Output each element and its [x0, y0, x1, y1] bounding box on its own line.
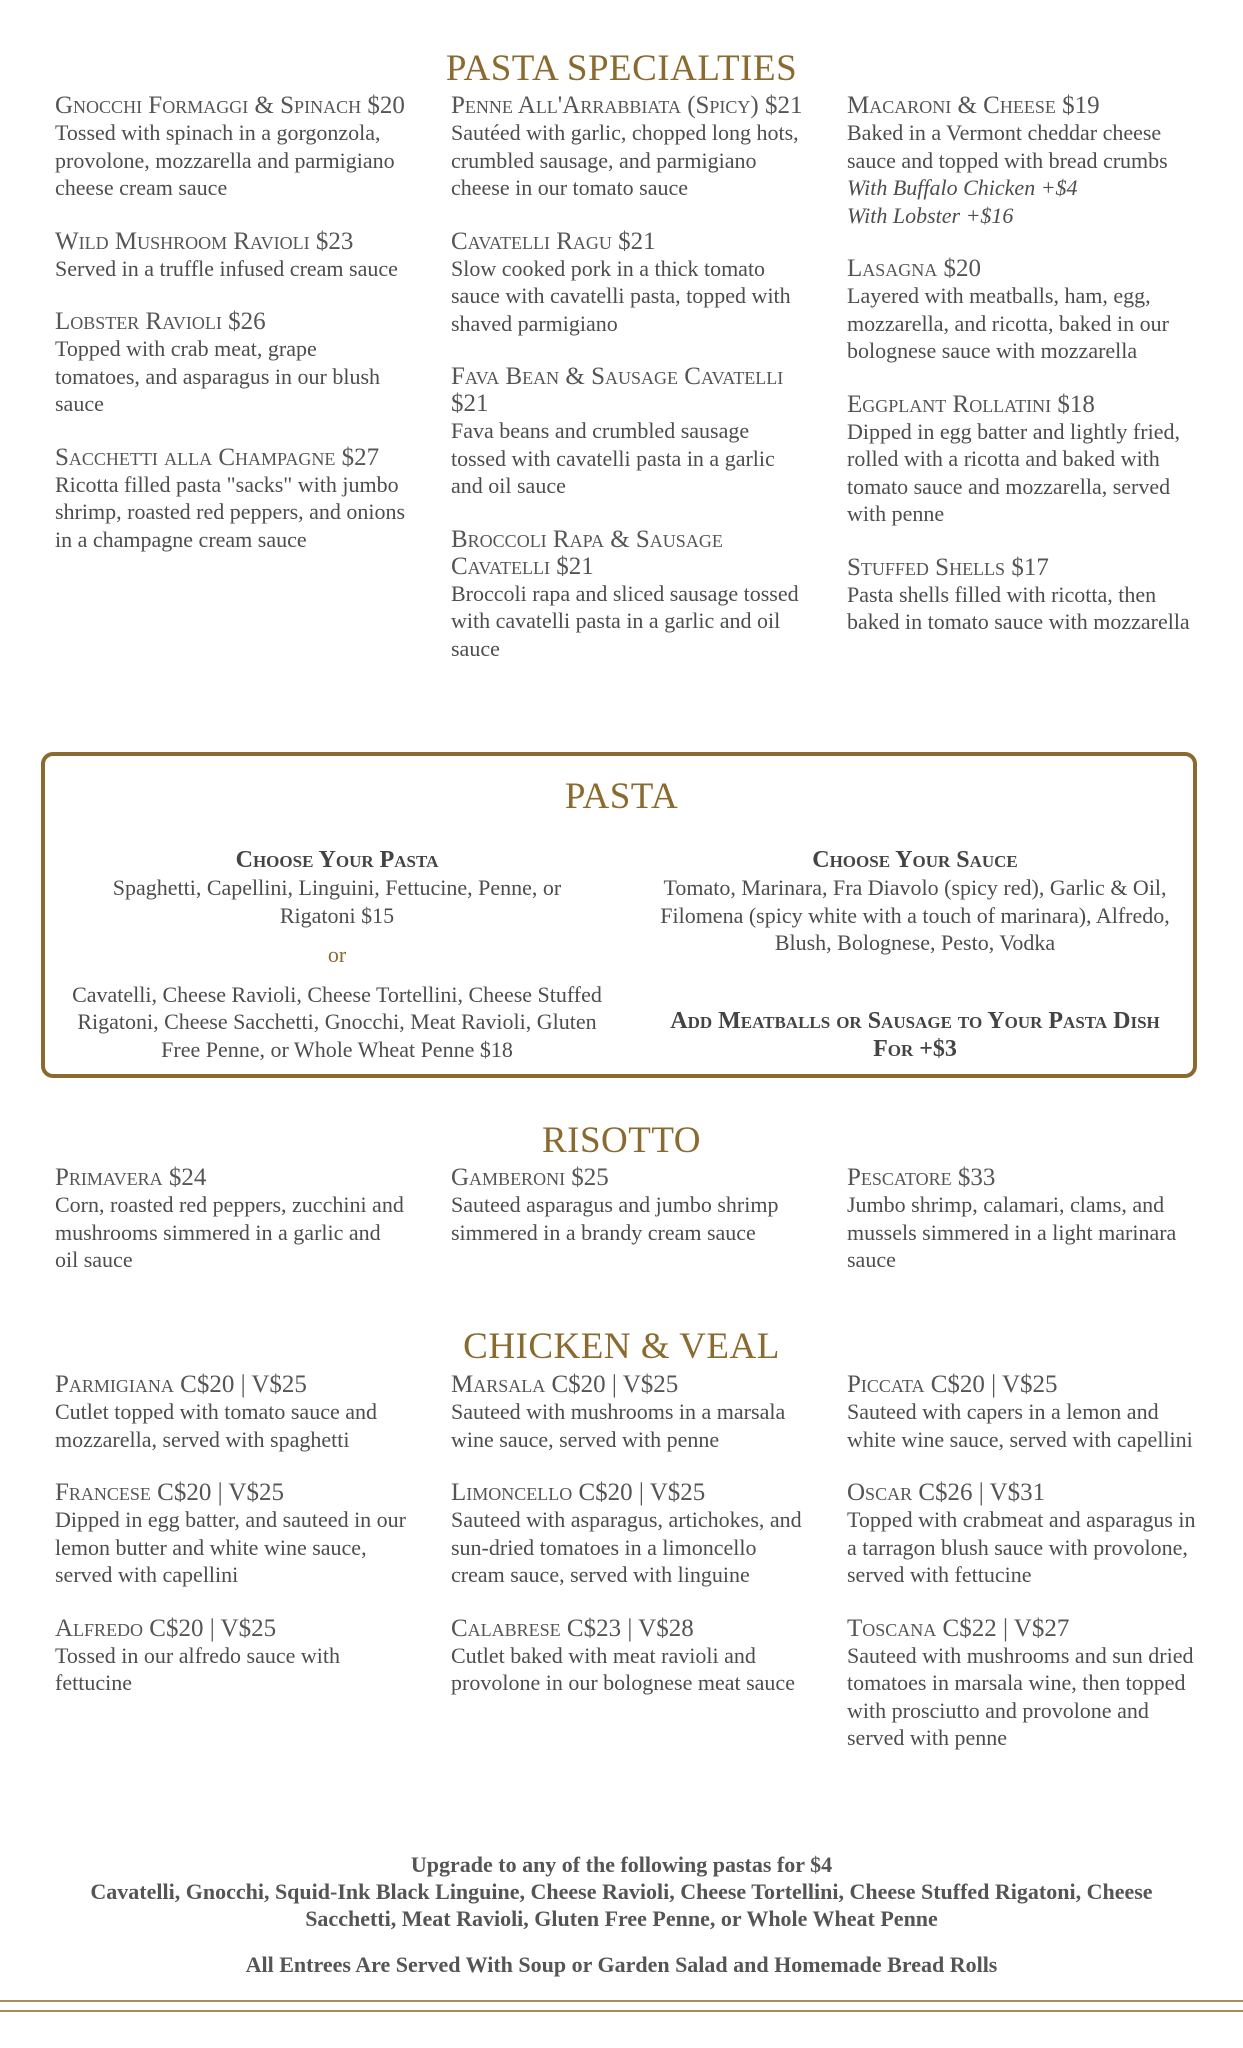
- menu-item: [847, 391, 1199, 528]
- item-name: Oscar C$26 | V$31: [847, 1479, 1046, 1506]
- menu-item: [847, 1615, 1199, 1752]
- or-separator: or: [327, 942, 347, 967]
- upgrade-line: Upgrade to any of the following pastas for $4: [410, 1852, 833, 1877]
- item-description: Sauteed with mushrooms in a marsala wine sauce, served with penne: [451, 1399, 786, 1452]
- item-name: Eggplant Rollatini $18: [847, 390, 1095, 418]
- item-name: Lasagna $20: [847, 255, 982, 282]
- item-description: Served in a truffle infused cream sauce: [55, 255, 398, 281]
- risotto-col-1: [55, 1164, 407, 1300]
- bottom-rule-top: [0, 2000, 1243, 2002]
- item-description: Dipped in egg batter and lightly fried, rolled with a ricotta and baked with tomato sauce and mozzarella, served with penne: [847, 418, 1180, 526]
- item-name: Gnocchi Formaggi & Spinach $20: [55, 92, 405, 119]
- item-name: Limoncello C$20 | V$25: [451, 1479, 706, 1506]
- item-name: Fava Bean & Sausage Cavatelli $21: [451, 363, 784, 417]
- item-description: Cutlet topped with tomato sauce and mozzarella, served with spaghetti: [55, 1399, 377, 1452]
- item-name: Francese C$20 | V$25: [55, 1479, 284, 1506]
- pasta-specialties-col-3: [847, 92, 1199, 662]
- item-description: Cutlet baked with meat ravioli and provolone in our bolognese meat sauce: [451, 1642, 795, 1695]
- item-description: Fava beans and crumbled sausage tossed with cavatelli pasta in a garlic and oil sauce: [451, 418, 775, 498]
- risotto-title: RISOTTO: [541, 1120, 702, 1161]
- item-description: Corn, roasted red peppers, zucchini and mushrooms simmered in a garlic and oil sauce: [55, 1192, 404, 1272]
- menu-item: [847, 92, 1199, 229]
- item-description: Topped with crabmeat and asparagus in a tarragon blush sauce with provolone, served with fettucine: [847, 1507, 1196, 1587]
- item-name: Broccoli Rapa & Sausage Cavatelli $21: [451, 525, 723, 580]
- item-description: Sautéed with garlic, chopped long hots, crumbled sausage, and parmigiano cheese in our tomato sauce: [451, 120, 799, 200]
- item-name: Macaroni & Cheese $19: [847, 92, 1100, 119]
- item-description: Dipped in egg batter, and sauteed in our lemon butter and white wine sauce, served with capellini: [55, 1507, 407, 1587]
- sauce-list: Tomato, Marinara, Fra Diavolo (spicy red), Garlic & Oil, Filomena (spicy white with a touch of marinara), Alfredo, Blush, Bolognese, Pesto, Vodka: [660, 875, 1170, 955]
- item-name: Cavatelli Ragu $21: [451, 227, 656, 255]
- add-meat-note: Add Meatballs or Sausage to Your Pasta Dish For +$3: [670, 1007, 1160, 1062]
- item-description: Sauteed with capers in a lemon and white wine sauce, served with capellini: [847, 1399, 1193, 1452]
- menu-item: [451, 1615, 803, 1697]
- menu-item: [451, 1164, 803, 1246]
- choose-pasta-heading: Choose Your Pasta: [235, 847, 439, 873]
- item-description: Topped with crab meat, grape tomatoes, and asparagus in our blush sauce: [55, 336, 381, 416]
- menu-item: [55, 444, 407, 554]
- chicken-veal-col-2: [451, 1371, 803, 1723]
- item-name: Pescatore $33: [847, 1164, 996, 1191]
- chicken-veal-col-1: [55, 1371, 407, 1723]
- item-description: Slow cooked pork in a thick tomato sauce with cavatelli pasta, topped with shaved parmigiano: [451, 255, 791, 336]
- choose-sauce-column: [645, 846, 1185, 1063]
- pasta-specialties-col-1: [55, 92, 407, 579]
- item-description: Jumbo shrimp, calamari, clams, and mussels simmered in a light marinara sauce: [847, 1192, 1177, 1272]
- item-description: Sauteed with mushrooms and sun dried tomatoes in marsala wine, then topped with prosciutto and provolone and served with penne: [847, 1642, 1194, 1750]
- item-name: Lobster Ravioli $26: [55, 308, 266, 335]
- item-description: Tossed in our alfredo sauce with fettucine: [55, 1642, 340, 1695]
- item-description: Ricotta filled pasta "sacks" with jumbo shrimp, roasted red peppers, and onions in a champagne cream sauce: [55, 471, 406, 552]
- item-name: Parmigiana C$20 | V$25: [55, 1371, 307, 1398]
- item-description: Baked in a Vermont cheddar cheese sauce and topped with bread crumbs: [847, 120, 1168, 173]
- menu-item: [451, 363, 803, 500]
- menu-item: [847, 554, 1199, 636]
- menu-item: [55, 1371, 407, 1453]
- menu-item: [451, 228, 803, 338]
- menu-item: [847, 1479, 1199, 1589]
- menu-item: [847, 1164, 1199, 1274]
- menu-item: [451, 1479, 803, 1589]
- pasta-list-15: Spaghetti, Capellini, Linguini, Fettucine, Penne, or Rigatoni $15: [112, 875, 562, 928]
- menu-item: [451, 526, 803, 663]
- menu-item: [55, 228, 407, 283]
- pasta-title: PASTA: [564, 776, 679, 817]
- menu-item: [847, 255, 1199, 365]
- item-description: Layered with meatballs, ham, egg, mozzarella, and ricotta, baked in our bolognese sauce with mozzarella: [847, 283, 1169, 363]
- entrees-note: All Entrees Are Served With Soup or Garden Salad and Homemade Bread Rolls: [245, 1952, 998, 1977]
- menu-item: [55, 1164, 407, 1274]
- item-name: Toscana C$22 | V$27: [847, 1614, 1070, 1642]
- bottom-rule-bottom: [0, 2010, 1243, 2012]
- chicken-veal-col-3: [847, 1371, 1199, 1778]
- item-addon: With Lobster +$16: [847, 202, 1014, 228]
- item-name: Primavera $24: [55, 1164, 207, 1191]
- item-description: Tossed with spinach in a gorgonzola, provolone, mozzarella and parmigiano cheese cream sauce: [55, 120, 395, 200]
- menu-item: [451, 92, 803, 202]
- item-name: Stuffed Shells $17: [847, 553, 1049, 581]
- risotto-col-3: [847, 1164, 1199, 1300]
- item-description: Sauteed asparagus and jumbo shrimp simmered in a brandy cream sauce: [451, 1192, 779, 1245]
- pasta-specialties-title: PASTA SPECIALTIES: [445, 48, 798, 89]
- item-name: Piccata C$20 | V$25: [847, 1371, 1058, 1398]
- menu-item: [55, 308, 407, 418]
- item-name: Penne All'Arrabbiata (Spicy) $21: [451, 92, 803, 119]
- risotto-col-2: [451, 1164, 803, 1272]
- menu-item: [847, 1371, 1199, 1453]
- item-addon: With Buffalo Chicken +$4: [847, 175, 1078, 200]
- item-name: Alfredo C$20 | V$25: [55, 1614, 277, 1642]
- pasta-list-18: Cavatelli, Cheese Ravioli, Cheese Tortellini, Cheese Stuffed Rigatoni, Cheese Sacchetti, Gnocchi, Meat Ravioli, Gluten Free Penne, or Whole Wheat Penne $18: [72, 981, 602, 1062]
- chicken-veal-title: CHICKEN & VEAL: [463, 1326, 780, 1367]
- item-description: Broccoli rapa and sliced sausage tossed with cavatelli pasta in a garlic and oil sauce: [451, 580, 799, 661]
- item-name: Calabrese C$23 | V$28: [451, 1614, 694, 1642]
- choose-sauce-heading: Choose Your Sauce: [812, 847, 1018, 873]
- item-name: Wild Mushroom Ravioli $23: [55, 227, 354, 255]
- item-name: Gamberoni $25: [451, 1164, 609, 1191]
- upgrade-pasta-list: Cavatelli, Gnocchi, Squid-Ink Black Linguine, Cheese Ravioli, Cheese Tortellini, Cheese Stuffed Rigatoni, Cheese Sacchetti, Meat Ravioli, Gluten Free Penne, or Whole Wheat Penne: [90, 1879, 1153, 1931]
- choose-pasta-column: [57, 846, 617, 1063]
- menu-item: [451, 1371, 803, 1453]
- pasta-box: [41, 752, 1197, 1078]
- item-description: Sauteed with asparagus, artichokes, and sun-dried tomatoes in a limoncello cream sauce, served with linguine: [451, 1507, 802, 1587]
- menu-item: [55, 92, 407, 202]
- pasta-specialties-col-2: [451, 92, 803, 688]
- item-name: Marsala C$20 | V$25: [451, 1371, 679, 1398]
- item-description: Pasta shells filled with ricotta, then baked in tomato sauce with mozzarella: [847, 581, 1190, 634]
- item-name: Sacchetti alla Champagne $27: [55, 443, 380, 471]
- menu-item: [55, 1615, 407, 1697]
- menu-item: [55, 1479, 407, 1589]
